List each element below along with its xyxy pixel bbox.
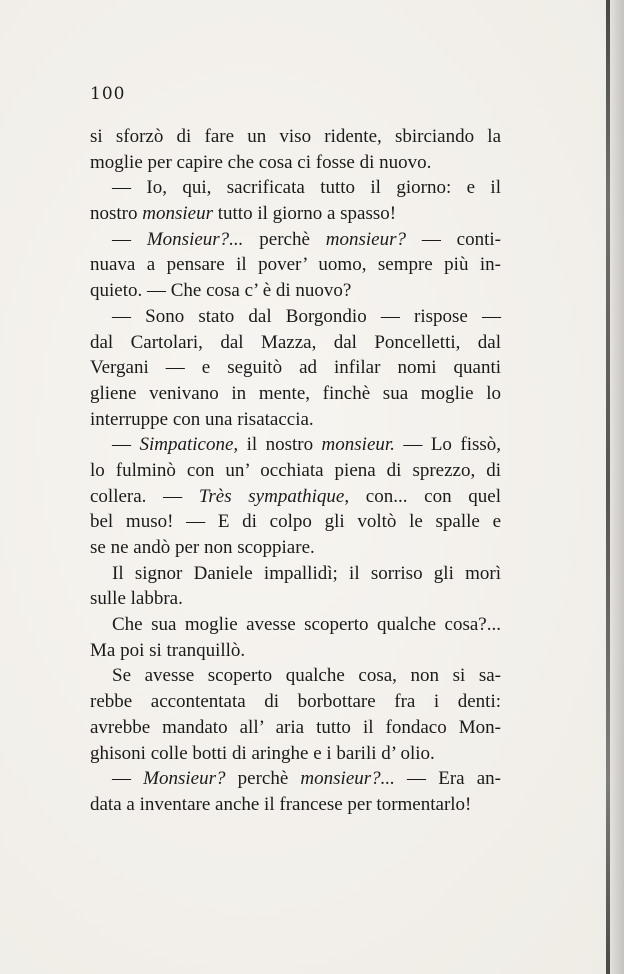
text-segment: nostro — [90, 203, 143, 225]
text-line — [90, 638, 501, 664]
italic-text: monsieur — [142, 203, 213, 225]
text-segment: — — [112, 434, 140, 456]
text-line — [90, 792, 501, 818]
text-segment: quieto. — Che cosa c’ è di nuovo? — [90, 280, 352, 302]
text-segment: Il signor Daniele impallidì; il sorriso gli morì — [112, 562, 501, 584]
text-segment: perchè — [243, 228, 326, 250]
text-segment: Se avesse scoperto qualche cosa, non si sa- — [112, 665, 501, 687]
italic-text: Monsieur?... — [146, 228, 244, 250]
text-line — [90, 509, 501, 535]
text-line — [90, 484, 501, 510]
text-segment: tutto il giorno a spasso! — [212, 203, 397, 225]
text-segment: — Lo fissò, — [394, 434, 502, 456]
text-segment: sulle labbra. — [90, 588, 183, 610]
text-line — [90, 741, 501, 767]
text-line — [90, 175, 501, 201]
text-segment: — conti- — [405, 228, 501, 250]
page-binding-edge — [606, 0, 610, 974]
text-segment: Ma poi si tranquillò. — [90, 639, 246, 661]
text-segment: lo fulminò con un’ occhiata piena di sprezzo, di — [90, 459, 501, 481]
text-line — [90, 663, 501, 689]
text-segment: gliene venivano in mente, finchè sua moglie lo — [90, 382, 501, 404]
text-line — [90, 535, 501, 561]
text-segment: — Era an- — [394, 768, 501, 790]
text-line — [90, 458, 501, 484]
text-line — [90, 407, 501, 433]
text-segment: moglie per capire che cosa ci fosse di nuovo. — [90, 151, 432, 173]
text-segment: il nostro — [238, 434, 322, 456]
text-segment: — — [112, 228, 147, 250]
text-line — [90, 586, 501, 612]
text-line — [90, 124, 501, 150]
italic-text: monsieur. — [321, 434, 395, 456]
page-number: 100 — [90, 84, 126, 104]
text-line — [90, 612, 501, 638]
text-line — [90, 330, 501, 356]
text-segment: — Io, qui, sacrificata tutto il giorno: e il — [112, 177, 501, 199]
text-segment: si sforzò di fare un viso ridente, sbirciando la — [90, 126, 501, 147]
text-line — [90, 150, 501, 176]
text-segment: data a inventare anche il francese per tormentarlo! — [90, 793, 472, 815]
text-segment: se ne andò per non scoppiare. — [90, 537, 315, 558]
italic-text: Très sympathique — [198, 485, 345, 507]
text-segment: avrebbe mandato all’ aria tutto il fondaco Mon- — [90, 716, 501, 738]
text-line — [90, 432, 501, 458]
text-line — [90, 278, 501, 304]
italic-text: Simpaticone, — [139, 434, 239, 456]
text-line — [90, 201, 501, 227]
italic-text: Monsieur? — [143, 768, 226, 790]
text-segment: — — [112, 768, 144, 790]
text-segment: Che sua moglie avesse scoperto qualche cosa?... — [112, 614, 501, 636]
text-line — [90, 227, 501, 253]
text-segment: Vergani — e seguitò ad infilar nomi quanti — [90, 357, 501, 379]
text-line — [90, 304, 501, 330]
italic-text: monsieur? — [325, 228, 406, 250]
text-segment: bel muso! — E di colpo gli voltò le spalle e — [90, 511, 501, 533]
text-line — [90, 381, 501, 407]
text-segment: , con... con quel — [344, 485, 502, 507]
text-line — [90, 766, 501, 792]
text-line — [90, 355, 501, 381]
text-segment: perchè — [225, 768, 301, 790]
text-line — [90, 689, 501, 715]
text-segment: — Sono stato dal Borgondio — rispose — — [112, 305, 501, 327]
text-segment: rebbe accontentata di borbottare fra i denti: — [90, 691, 501, 713]
body-text — [90, 124, 501, 818]
text-segment: interruppe con una risataccia. — [90, 408, 314, 430]
text-segment: ghisoni colle botti di aringhe e i barili d’ olio. — [90, 742, 435, 764]
text-segment: collera. — — [90, 485, 199, 507]
text-line — [90, 561, 501, 587]
italic-text: monsieur?... — [300, 768, 395, 790]
text-segment: nuava a pensare il pover’ uomo, sempre più in- — [90, 254, 501, 276]
binding-shadow — [610, 0, 624, 974]
text-segment: dal Cartolari, dal Mazza, dal Poncelletti, dal — [90, 331, 501, 353]
text-line — [90, 252, 501, 278]
text-line — [90, 715, 501, 741]
